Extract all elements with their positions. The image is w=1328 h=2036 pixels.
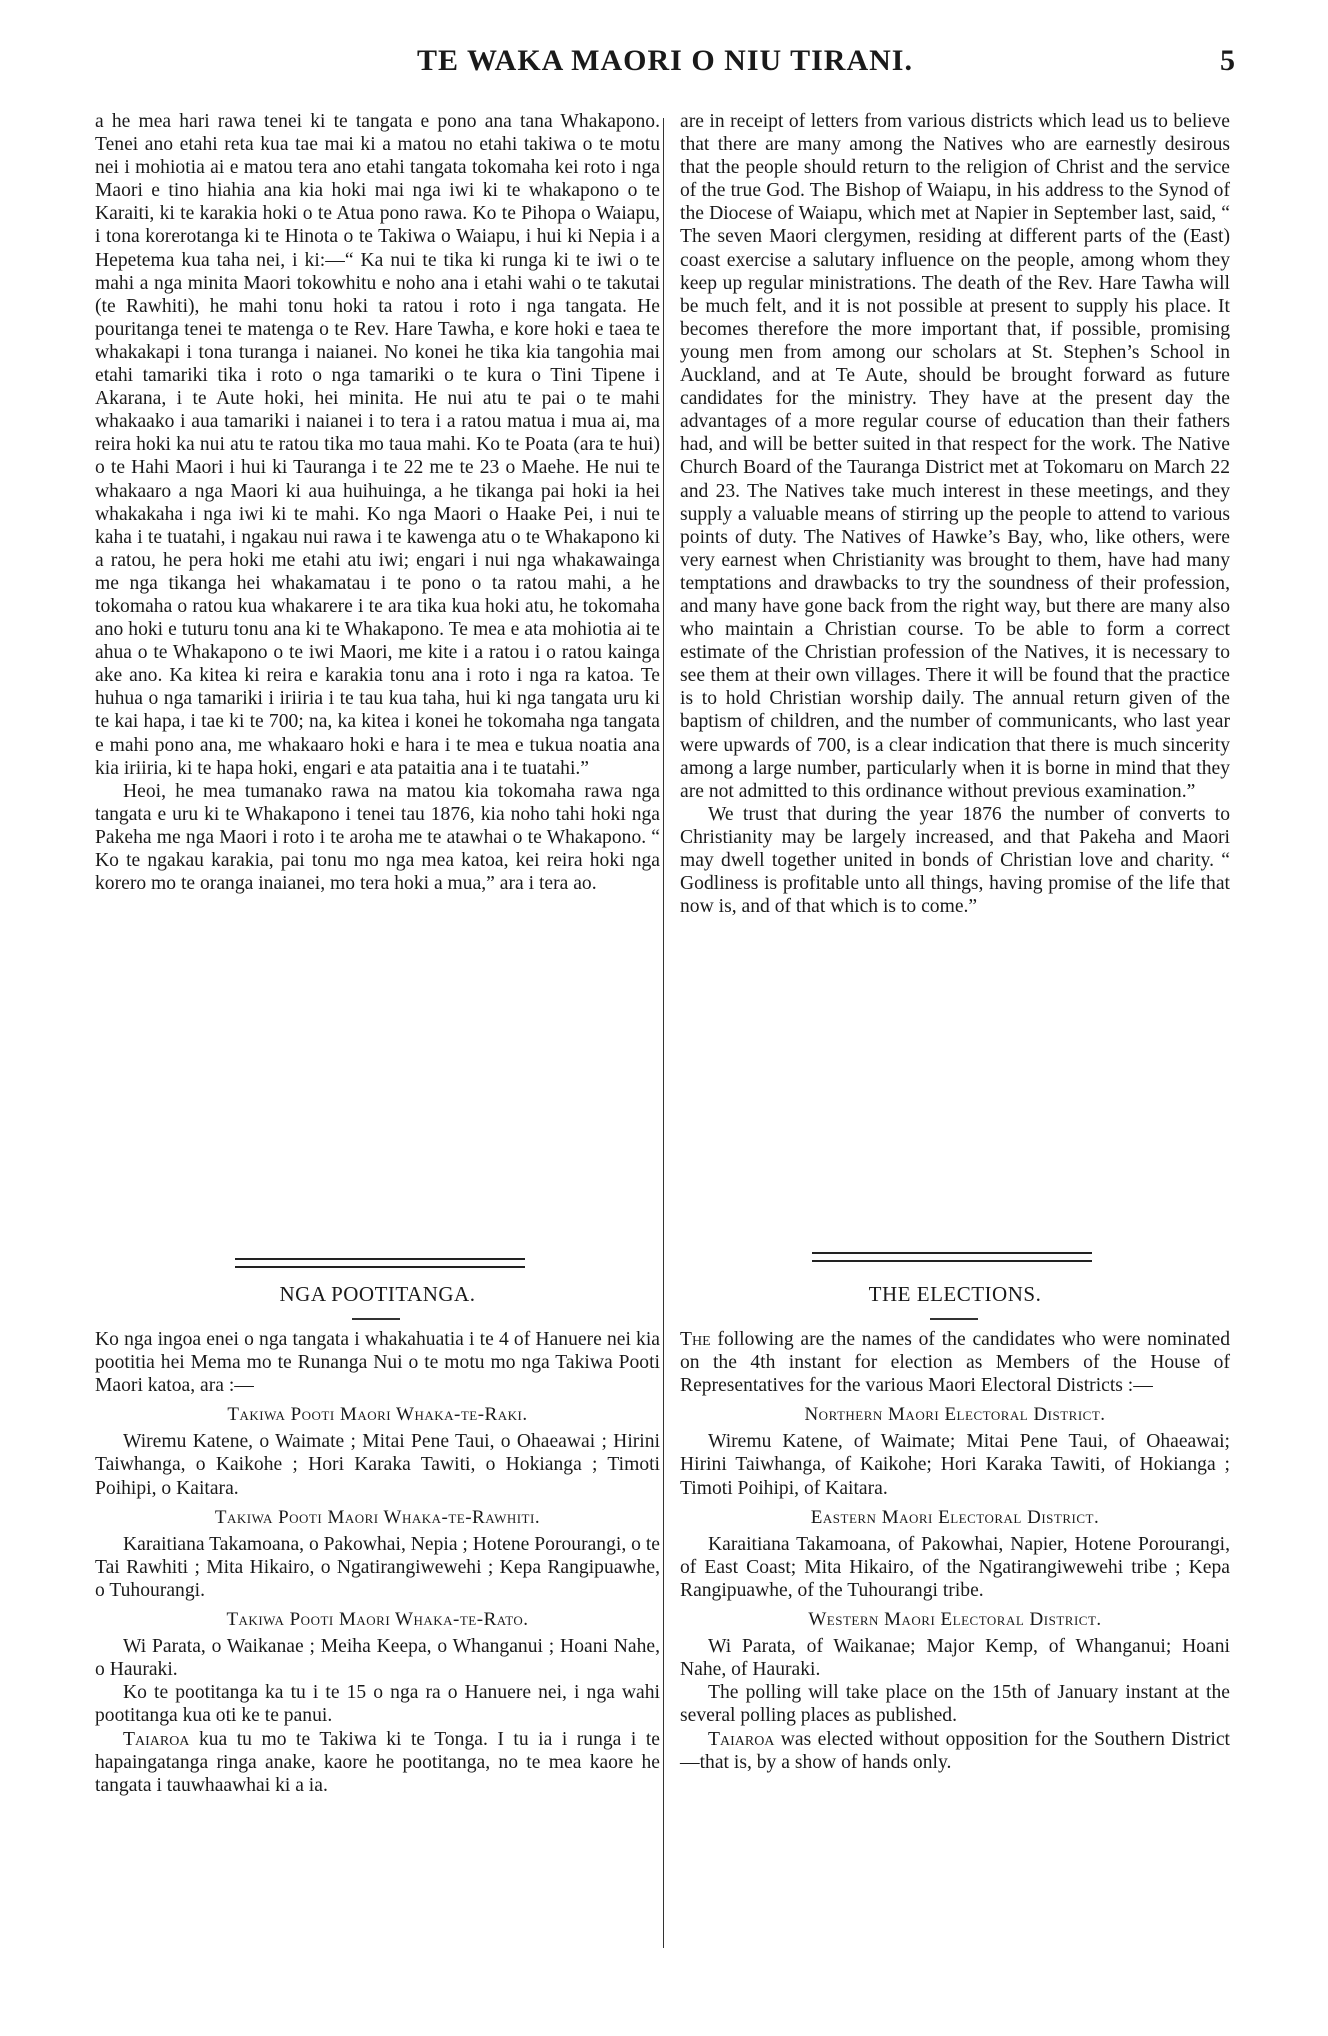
- district-heading: Eastern Maori Electoral District.: [810, 1506, 1100, 1528]
- title-underline-left: [352, 1318, 400, 1320]
- intro-lead-word: The: [680, 1329, 711, 1350]
- page-number: 5: [1220, 44, 1235, 77]
- pootitanga-intro: Ko nga ingoa enei o nga tangata i whakahuatia i te 4 of Hanuere nei kia pootitia hei Mema mo te Runanga Nui o te motu mo nga Takiwa Pooti Maori katoa, ara :—: [95, 1329, 660, 1397]
- pootitanga-section: [95, 1328, 660, 1797]
- taiaroa-name: Taiaroa: [123, 1728, 190, 1750]
- taiaroa-note: [680, 1728, 1230, 1774]
- district-heading: Northern Maori Electoral District.: [804, 1404, 1106, 1426]
- elections-intro: [680, 1328, 1230, 1397]
- district-heading: Takiwa Pooti Maori Whaka-te-Rato.: [226, 1609, 529, 1631]
- taiaroa-text: kua tu mo te Takiwa ki te Tonga. I tu ia i runga i te hapaingatanga ringa anake, kaore he pootitanga, no te mea kaore he tangata i tauwhaawhai ki a ia.: [95, 1728, 660, 1796]
- district-candidates: Karaitiana Takamoana, of Pakowhai, Napier, Hotene Porourangi, of East Coast; Mita Hikairo, of the Ngatirangiwewehi tribe ; Kepa Rangipuawhe, of the Tuhourangi tribe.: [680, 1533, 1230, 1601]
- district-heading: Western Maori Electoral District.: [808, 1609, 1102, 1631]
- article-english-paragraph: We trust that during the year 1876 the number of converts to Christianity may be largely increased, and that Pakeha and Maori may dwell together united in bonds of Christian love and charity. “ Godliness is profitable unto all things, having promise of the life that now is, and of that which is to come.”: [680, 803, 1230, 918]
- column-divider: [663, 118, 664, 1948]
- page-header: [100, 40, 1235, 80]
- district-heading: Takiwa Pooti Maori Whaka-te-Raki.: [227, 1404, 528, 1426]
- article-maori-paragraph: Heoi, he mea tumanako rawa na matou kia tokomaha rawa nga tangata e uru ki te Whakapono i tenei tau 1876, kia noho tahi hoki nga Pakeha me nga Maori i roto i te aroha me te atawhai o te Whakapono. “ Ko te ngakau karakia, pai tonu mo nga mea katoa, kei reira hoki nga korero mo te oranga inaianei, mo tera hoki a mua,” ara i tera ao.: [95, 780, 660, 895]
- polling-note: The polling will take place on the 15th of January instant at the several polling places as published.: [680, 1682, 1230, 1727]
- pootitanga-title: NGA POOTITANGA.: [279, 1282, 476, 1306]
- article-english: [680, 110, 1230, 918]
- intro-text: following are the names of the candidates who were nominated on the 4th instant for election as Members of the House of Representatives for the various Maori Electoral Districts :—: [680, 1329, 1230, 1397]
- article-maori-paragraph: a he mea hari rawa tenei ki te tangata e pono ana tana Whakapono. Tenei ano etahi reta kua tae mai ki a matou no etahi takiwa o te motu nei i mohiotia ai e matou tera ano etahi tangata tokomaha kei roto i nga Maori e tino hiahia ana kia hoki mai nga iwi ki te whakapono o te Karaiti, ki te karakia hoki o te Atua pono rawa. Ko te Pihopa o Waiapu, i tona korerotanga ki te Hinota o te Takiwa o Waiapu, i hui ki Nepia i a Hepetema kua taha nei, i ki:—“ Ka nui te tika ki runga ki te iwi o te mahi a nga minita Maori tokowhitu e noho ana i etahi wahi o te takutai (te Rawhiti), he mahi tonu hoki ta ratou i roto i nga tangata. He pouritanga tenei te matenga o te Rev. Hare Tawha, e kore hoki e taea te whakakapi i tona turanga i naianei. No konei he tika kia tangohia mai etahi tamariki tika i roto o nga tamariki o te kura o Tini Tipene i Akarana, i te Aute hoki, hei minita. He nui atu te pai o te mahi whakaako i aua tamariki i naianei i to tera i a ratou matua i mua ai, ma reira hoki ka nui atu te ratou tika mo taua mahi. Ko te Poata (ara te hui) o te Hahi Maori i hui ki Tauranga i te 22 me te 23 o Maehe. He nui te whakaaro a nga Maori ki aua huihuinga, a he tikanga pai hoki ia hei whakakaha i nga iwi ki te mahi. Ko nga Maori o Haake Pei, i nui te kaha i te tuatahi, i ngakau nui rawa i te kawenga atu o te Whakapono ki a ratou, he pera hoki me etahi atu iwi; engari i nui nga whakawainga me nga tikanga hei whakamatau i te pono o ta ratou mahi, a he tokomaha o ratou kua whakarere i te ara tika kua hoki atu, he tokomaha ano hoki e tuturu tonu ana ki te Whakapono. Te mea e ata mohiotia ai te ahua o te Whakapono o te iwi Maori, me kite i a ratou i o ratou kainga ake ano. Ka kitea ki reira e karakia tonu ana i roto i nga ra katoa. Te huhua o nga tamariki i iriiria i te tau kua taha, hui ki nga tangata uru ki te kai hapa, i tae ki te 700; na, ka kitea i konei he tokomaha nga tangata e mahi pono ana, me whakaaro hoki e hara i te mea e tukua noatia ana kia iriiria, ki te hapa hoki, engari e ata pataitia ana i te tuatahi.”: [95, 111, 660, 779]
- district-candidates: Wi Parata, of Waikanae; Major Kemp, of Whanganui; Hoani Nahe, of Hauraki.: [680, 1636, 1230, 1681]
- district-candidates: Wiremu Katene, o Waimate ; Mitai Pene Taui, o Ohaeawai ; Hirini Taiwhanga, o Kaikohe ; Hori Karaka Tawiti, o Hokianga ; Timoti Poihipi, o Kaitara.: [95, 1431, 660, 1499]
- newspaper-title: TE WAKA MAORI O NIU TIRANI.: [417, 44, 913, 77]
- elections-section: [680, 1328, 1230, 1774]
- polling-note: Ko te pootitanga ka tu i te 15 o nga ra o Hanuere nei, i nga wahi pootitanga kua oti ke te panui.: [95, 1682, 660, 1727]
- article-maori: [95, 110, 660, 895]
- taiaroa-text: was elected without opposition for the Southern District—that is, by a show of hands only.: [680, 1728, 1230, 1773]
- taiaroa-name: Taiaroa: [708, 1728, 775, 1750]
- section-double-rule-right: [812, 1252, 1092, 1262]
- district-heading: Takiwa Pooti Maori Whaka-te-Rawhiti.: [214, 1506, 541, 1528]
- section-double-rule-left: [235, 1258, 525, 1268]
- district-candidates: Wi Parata, o Waikanae ; Meiha Keepa, o Whanganui ; Hoani Nahe, o Hauraki.: [95, 1636, 660, 1681]
- district-candidates: Wiremu Katene, of Waimate; Mitai Pene Taui, of Ohaeawai; Hirini Taiwhanga, of Kaikohe; Hori Karaka Tawiti, of Hokianga ; Timoti Poihipi, of Kaitara.: [680, 1431, 1230, 1499]
- taiaroa-note: [95, 1728, 660, 1797]
- district-candidates: Karaitiana Takamoana, o Pakowhai, Nepia ; Hotene Porourangi, o te Tai Rawhiti ; Mita Hikairo, o Ngatirangiwewehi ; Kepa Rangipuawhe, o Tuhourangi.: [95, 1533, 660, 1601]
- title-underline-right: [930, 1318, 978, 1320]
- article-english-paragraph: are in receipt of letters from various districts which lead us to believe that there are many among the Natives who are earnestly desirous that the people should return to the religion of Christ and the service of the true God. The Bishop of Waiapu, in his address to the Synod of the Diocese of Waiapu, which met at Napier in September last, said, “ The seven Maori clergymen, residing at different parts of the (East) coast exercise a salutary influence on the people, among whom they keep up regular ministrations. The death of the Rev. Hare Tawha will be much felt, and it is not possible at present to supply his place. It becomes therefore the more important that, if possible, promising young men from among our scholars at St. Stephen’s School in Auckland, and at Te Aute, should be brought forward as future candidates for the ministry. They have at the present day the advantages of a more regular course of education than their fathers had, and will be better suited in that respect for the work. The Native Church Board of the Tauranga District met at Tokomaru on March 22 and 23. The Natives take much interest in these meetings, and they supply a valuable means of stirring up the people to attend to various points of duty. The Natives of Hawke’s Bay, who, like others, were very earnest when Christianity was brought to them, have had many temptations and drawbacks to try the soundness of their profession, and many have gone back from the right way, but there are many also who maintain a Christian course. To be able to form a correct estimate of the Christian profession of the Natives, it is necessary to see them at their own villages. There it will be found that the practice is to hold Christian worship daily. The annual return given of the baptism of children, and the number of communicants, who last year were upwards of 700, is a clear indication that there is much sincerity among a large number, particularly when it is borne in mind that they are not admitted to this ordinance without previous examination.”: [680, 111, 1230, 802]
- elections-title: THE ELECTIONS.: [868, 1282, 1042, 1306]
